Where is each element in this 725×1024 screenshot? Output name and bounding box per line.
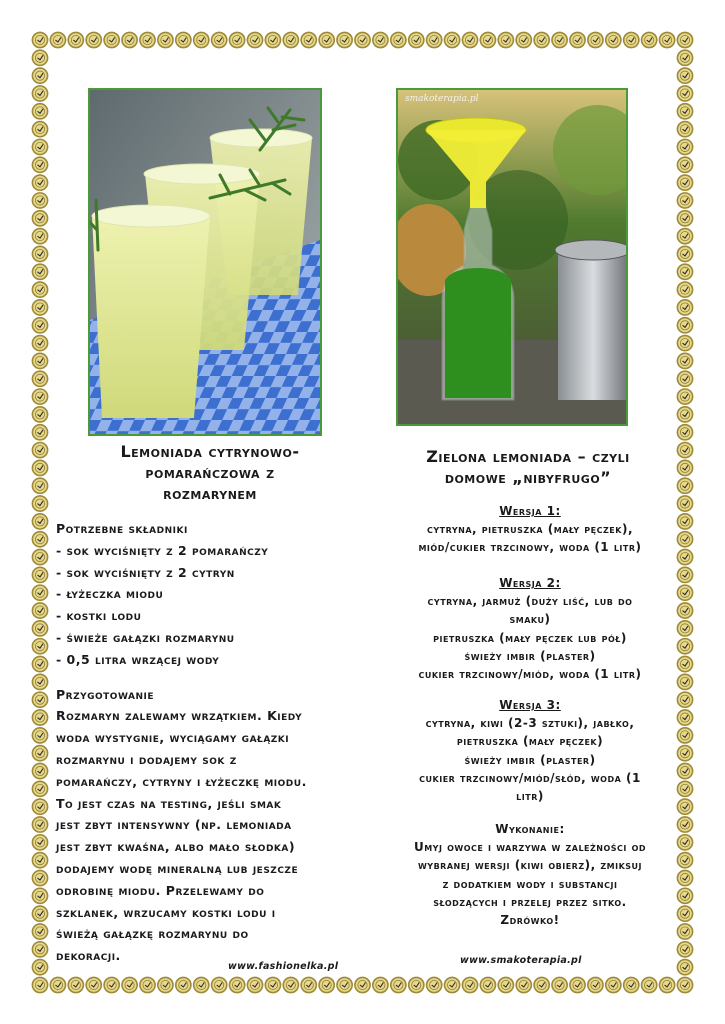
border-coin-icon — [677, 211, 692, 226]
border-coin-icon — [212, 32, 227, 47]
border-coin-icon — [677, 371, 692, 386]
border-coin-icon — [176, 977, 191, 992]
border-coin-icon — [516, 32, 531, 47]
border-coin-icon — [480, 32, 495, 47]
preparation-line: jest zbyt intensywny (np. lemoniada — [56, 817, 292, 833]
version-line: cukier trzcinowy/miód/słód, woda (1 — [419, 770, 641, 785]
green-lemonade-bottle-photo — [396, 88, 628, 426]
border-coin-icon — [32, 514, 47, 529]
preparation-line: woda wystygnie, wyciągamy gałązki — [56, 730, 290, 746]
version-line: cytryna, kiwi (2-3 sztuki), jabłko, — [425, 716, 635, 731]
border-coin-icon — [32, 193, 47, 208]
border-coin-icon — [32, 888, 47, 903]
border-coin-icon — [677, 942, 692, 957]
border-coin-icon — [32, 407, 47, 422]
version-line: miód/cukier trzcinowy, woda (1 litr) — [418, 540, 642, 555]
border-coin-icon — [32, 781, 47, 796]
left-title-line: rozmarynem — [163, 484, 257, 503]
border-coin-icon — [32, 211, 47, 226]
border-coin-icon — [570, 977, 585, 992]
right-recipe-title — [378, 446, 678, 488]
border-coin-icon — [265, 32, 280, 47]
preparation-line: dodajemy wodę mineralną lub jeszcze — [56, 860, 299, 876]
border-coin-icon — [68, 32, 83, 47]
border-coin-icon — [606, 32, 621, 47]
border-coin-icon — [32, 853, 47, 868]
border-coin-icon — [480, 977, 495, 992]
border-coin-icon — [32, 621, 47, 636]
ingredients-heading: Potrzebne składniki — [56, 521, 188, 536]
border-coin-icon — [677, 229, 692, 244]
border-coin-icon — [624, 32, 639, 47]
border-coin-icon — [355, 977, 370, 992]
border-coin-icon — [32, 835, 47, 850]
border-coin-icon — [444, 32, 459, 47]
border-coin-icon — [32, 692, 47, 707]
border-coin-icon — [32, 442, 47, 457]
border-coin-icon — [32, 746, 47, 761]
execution-line: Zdrówko! — [500, 913, 560, 928]
border-coin-icon — [677, 478, 692, 493]
preparation-line: jest zbyt kwaśna, albo mało słodka) — [56, 839, 296, 855]
left-recipe-title — [70, 441, 350, 504]
border-coin-icon — [32, 389, 47, 404]
border-coin-icon — [677, 336, 692, 351]
border-coin-icon — [391, 977, 406, 992]
border-coin-icon — [50, 32, 65, 47]
version-line: litr) — [516, 789, 544, 804]
border-coin-icon — [427, 977, 442, 992]
border-coin-icon — [659, 977, 674, 992]
border-coin-icon — [32, 353, 47, 368]
version-line: pietruszka (mały pęczek) — [456, 734, 604, 749]
version-line: cytryna, jarmuż (duży liść, lub do — [427, 594, 633, 609]
border-coin-icon — [265, 977, 280, 992]
border-coin-icon — [86, 977, 101, 992]
execution-line: wybranej wersji (kiwi obierz), zmiksuj — [417, 858, 643, 873]
border-coin-icon — [552, 32, 567, 47]
border-coin-icon — [32, 460, 47, 475]
border-coin-icon — [642, 977, 657, 992]
ingredient-item: - sok wyciśnięty z 2 cytryn — [56, 564, 235, 580]
border-coin-icon — [32, 549, 47, 564]
border-coin-icon — [32, 246, 47, 261]
border-coin-icon — [32, 870, 47, 885]
border-coin-icon — [32, 710, 47, 725]
border-coin-icon — [32, 32, 47, 47]
version-line: smaku) — [509, 612, 551, 627]
border-coin-icon — [32, 942, 47, 957]
border-coin-icon — [229, 977, 244, 992]
border-coin-icon — [32, 68, 47, 83]
preparation-line: szklanek, wrzucamy kostki lodu i — [56, 904, 276, 920]
border-coin-icon — [677, 389, 692, 404]
border-coin-icon — [677, 353, 692, 368]
preparation-line: Rozmaryn zalewamy wrzątkiem. Kiedy — [56, 708, 303, 724]
border-coin-icon — [32, 817, 47, 832]
left-title-line: Lemoniada cytrynowo- — [120, 442, 300, 461]
version-2-heading: Wersja 2: — [499, 576, 561, 590]
border-coin-icon — [283, 32, 298, 47]
border-coin-icon — [427, 32, 442, 47]
border-coin-icon — [32, 639, 47, 654]
border-coin-icon — [677, 407, 692, 422]
version-3-heading: Wersja 3: — [499, 698, 561, 712]
border-coin-icon — [283, 977, 298, 992]
border-coin-icon — [32, 336, 47, 351]
border-coin-icon — [677, 282, 692, 297]
preparation-line: rozmarynu i dodajemy sok z — [56, 751, 237, 767]
photo-watermark: smakoterapia.pl — [405, 94, 479, 104]
border-coin-icon — [570, 32, 585, 47]
border-coin-icon — [337, 977, 352, 992]
border-coin-icon — [104, 32, 119, 47]
border-coin-icon — [444, 977, 459, 992]
preparation-line: odrobinę miodu. Przelewamy do — [56, 882, 265, 898]
border-coin-icon — [212, 977, 227, 992]
border-coin-icon — [32, 960, 47, 975]
border-coin-icon — [32, 906, 47, 921]
border-coin-icon — [32, 799, 47, 814]
border-coin-icon — [32, 229, 47, 244]
border-coin-icon — [552, 977, 567, 992]
border-coin-icon — [409, 32, 424, 47]
border-coin-icon — [677, 264, 692, 279]
ingredient-item: - świeże gałązki rozmarynu — [56, 629, 235, 645]
border-coin-icon — [462, 977, 477, 992]
border-coin-icon — [247, 977, 262, 992]
border-coin-icon — [32, 603, 47, 618]
execution-block — [380, 820, 680, 929]
ingredient-item: - 0,5 litra wrzącej wody — [56, 651, 220, 667]
border-coin-icon — [86, 32, 101, 47]
border-coin-icon — [588, 32, 603, 47]
border-coin-icon — [677, 86, 692, 101]
border-coin-icon — [534, 32, 549, 47]
border-coin-icon — [677, 50, 692, 65]
border-coin-icon — [606, 977, 621, 992]
border-coin-icon — [158, 977, 173, 992]
border-coin-icon — [677, 460, 692, 475]
version-line: pietruszka (mały pęczek lub pół) — [433, 630, 627, 645]
border-coin-icon — [194, 977, 209, 992]
version-line: cytryna, pietruszka (mały pęczek), — [426, 522, 633, 537]
version-2-block — [380, 574, 680, 683]
border-coin-icon — [659, 32, 674, 47]
border-coin-icon — [32, 656, 47, 671]
border-coin-icon — [391, 32, 406, 47]
version-line: świeży imbir (plaster) — [464, 752, 596, 767]
border-coin-icon — [677, 32, 692, 47]
border-coin-icon — [194, 32, 209, 47]
border-coin-icon — [32, 139, 47, 154]
border-coin-icon — [677, 318, 692, 333]
border-coin-icon — [677, 300, 692, 315]
border-coin-icon — [319, 32, 334, 47]
border-coin-icon — [677, 193, 692, 208]
border-coin-icon — [32, 425, 47, 440]
border-coin-icon — [32, 496, 47, 511]
execution-line: z dodatkiem wody i substancji — [442, 876, 618, 891]
right-title-line: Zielona lemoniada – czyli — [426, 447, 630, 466]
border-coin-icon — [176, 32, 191, 47]
border-coin-icon — [32, 300, 47, 315]
border-coin-icon — [642, 32, 657, 47]
border-coin-icon — [624, 977, 639, 992]
ingredient-item: - kostki lodu — [56, 608, 142, 624]
border-coin-icon — [122, 977, 137, 992]
version-line: świeży imbir (plaster) — [464, 648, 596, 663]
border-coin-icon — [122, 32, 137, 47]
border-coin-icon — [677, 175, 692, 190]
border-coin-icon — [32, 282, 47, 297]
border-coin-icon — [677, 68, 692, 83]
border-coin-icon — [32, 763, 47, 778]
version-line: cukier trzcinowy/miód, woda (1 litr) — [418, 667, 642, 682]
border-coin-icon — [355, 32, 370, 47]
border-coin-icon — [677, 157, 692, 172]
border-coin-icon — [301, 977, 316, 992]
border-coin-icon — [32, 585, 47, 600]
border-coin-icon — [68, 977, 83, 992]
border-coin-icon — [32, 175, 47, 190]
border-coin-icon — [104, 977, 119, 992]
lemonade-glasses-photo — [88, 88, 322, 436]
border-coin-icon — [247, 32, 262, 47]
border-coin-icon — [677, 977, 692, 992]
border-coin-icon — [32, 157, 47, 172]
execution-line: Umyj owoce i warzywa w zależności od — [413, 840, 647, 855]
left-title-line: pomarańczowa z — [145, 463, 275, 482]
border-coin-icon — [498, 977, 513, 992]
border-coin-icon — [32, 977, 47, 992]
border-coin-icon — [32, 532, 47, 547]
left-recipe-body — [56, 518, 356, 967]
preparation-line: pomarańczy, cytryny i łyżeczkę miodu. — [56, 773, 307, 789]
border-coin-icon — [32, 50, 47, 65]
border-coin-icon — [462, 32, 477, 47]
preparation-line: świeżą gałązkę rozmarynu do — [56, 926, 249, 942]
border-coin-icon — [677, 442, 692, 457]
border-coin-icon — [32, 86, 47, 101]
border-coin-icon — [32, 264, 47, 279]
version-3-block — [380, 696, 680, 805]
border-coin-icon — [677, 425, 692, 440]
border-coin-icon — [677, 104, 692, 119]
left-source-url: www.fashionelka.pl — [228, 961, 339, 972]
border-coin-icon — [32, 104, 47, 119]
version-1-block — [380, 502, 680, 557]
border-coin-icon — [373, 32, 388, 47]
border-coin-icon — [373, 977, 388, 992]
border-coin-icon — [32, 567, 47, 582]
right-title-line: domowe „nibyfrugo” — [444, 468, 612, 487]
border-coin-icon — [516, 977, 531, 992]
ingredient-item: - łyżeczka miodu — [56, 586, 164, 602]
border-coin-icon — [677, 246, 692, 261]
border-coin-icon — [588, 977, 603, 992]
border-coin-icon — [158, 32, 173, 47]
border-coin-icon — [140, 32, 155, 47]
preparation-line: To jest czas na testing, jeśli smak — [56, 795, 282, 811]
border-coin-icon — [498, 32, 513, 47]
border-coin-icon — [32, 924, 47, 939]
border-coin-icon — [229, 32, 244, 47]
border-coin-icon — [677, 139, 692, 154]
border-coin-icon — [32, 318, 47, 333]
border-coin-icon — [677, 122, 692, 137]
border-coin-icon — [409, 977, 424, 992]
border-coin-icon — [50, 977, 65, 992]
border-coin-icon — [301, 32, 316, 47]
border-coin-icon — [32, 478, 47, 493]
border-coin-icon — [32, 728, 47, 743]
border-coin-icon — [677, 960, 692, 975]
border-coin-icon — [534, 977, 549, 992]
execution-heading: Wykonanie: — [495, 822, 565, 836]
right-source-url: www.smakoterapia.pl — [460, 955, 582, 966]
preparation-heading: Przygotowanie — [56, 686, 154, 702]
version-1-heading: Wersja 1: — [499, 504, 561, 518]
border-coin-icon — [32, 674, 47, 689]
border-coin-icon — [319, 977, 334, 992]
border-coin-icon — [337, 32, 352, 47]
border-coin-icon — [32, 122, 47, 137]
preparation-line: dekoracji. — [56, 948, 121, 964]
execution-line: słodzących i przelej przez sitko. — [433, 894, 627, 909]
border-coin-icon — [32, 371, 47, 386]
ingredient-item: - sok wyciśnięty z 2 pomarańczy — [56, 542, 269, 558]
border-coin-icon — [140, 977, 155, 992]
